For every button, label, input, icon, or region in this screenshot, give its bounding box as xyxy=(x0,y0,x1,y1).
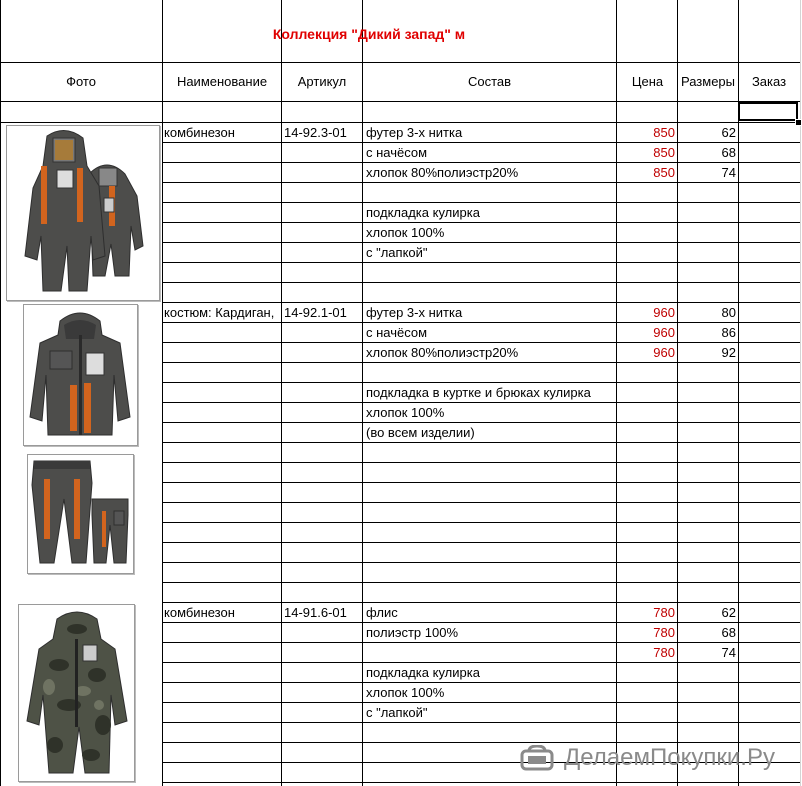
cell-size[interactable] xyxy=(678,383,736,403)
cell-price[interactable] xyxy=(617,423,675,443)
cell-size[interactable] xyxy=(678,283,736,303)
cell-composition[interactable] xyxy=(366,563,616,583)
cell-composition[interactable]: с "лапкой" xyxy=(366,245,428,260)
cell-composition[interactable]: хлопок 80%полиэстр20% xyxy=(366,345,519,360)
cell-article[interactable] xyxy=(284,263,362,283)
cell-size[interactable] xyxy=(678,543,736,563)
cell-article[interactable] xyxy=(284,703,362,723)
cell-article[interactable] xyxy=(284,723,362,743)
cell-name[interactable] xyxy=(164,143,281,163)
cell-price[interactable] xyxy=(617,203,675,223)
cell-composition[interactable] xyxy=(366,523,616,543)
cell-name[interactable] xyxy=(164,703,281,723)
cell-name[interactable] xyxy=(164,183,281,203)
cell-name[interactable] xyxy=(164,163,281,183)
column-divider xyxy=(362,0,363,786)
jumpsuit-illustration xyxy=(7,126,159,300)
selected-cell[interactable] xyxy=(738,102,798,121)
cell-size[interactable]: 68 xyxy=(721,145,736,160)
cell-price[interactable]: 960 xyxy=(653,305,675,320)
cell-price[interactable]: 850 xyxy=(653,125,675,140)
cell-name[interactable] xyxy=(164,343,281,363)
cell-composition[interactable]: хлопок 100% xyxy=(366,685,445,700)
cell-article[interactable] xyxy=(284,523,362,543)
cell-size[interactable] xyxy=(678,583,736,603)
cell-size[interactable] xyxy=(678,683,736,703)
cell-article[interactable] xyxy=(284,243,362,263)
watermark-text: ДелаемПокупки.Ру xyxy=(564,744,775,771)
cell-price[interactable] xyxy=(617,243,675,263)
cell-size[interactable] xyxy=(678,443,736,463)
row-divider xyxy=(0,101,800,102)
cell-price[interactable] xyxy=(617,403,675,423)
cell-article[interactable] xyxy=(284,583,362,603)
cell-composition[interactable]: футер 3-х нитка xyxy=(366,125,463,140)
cell-price[interactable] xyxy=(617,383,675,403)
cell-price[interactable]: 780 xyxy=(653,625,675,640)
cell-article[interactable] xyxy=(284,423,362,443)
jumpsuit-grey-orange-photo[interactable] xyxy=(6,125,160,301)
cell-article[interactable] xyxy=(284,623,362,643)
cell-size[interactable] xyxy=(678,663,736,683)
cell-composition[interactable]: хлопок 100% xyxy=(366,225,445,240)
cell-article[interactable] xyxy=(284,483,362,503)
cell-name[interactable] xyxy=(164,563,281,583)
cell-name[interactable] xyxy=(164,263,281,283)
cell-price[interactable] xyxy=(617,583,675,603)
cell-size[interactable] xyxy=(678,203,736,223)
cell-name[interactable] xyxy=(164,503,281,523)
cell-name[interactable] xyxy=(164,323,281,343)
cell-article[interactable] xyxy=(284,663,362,683)
cell-article[interactable] xyxy=(284,223,362,243)
cell-name[interactable]: костюм: Кардиган, xyxy=(164,305,275,320)
cell-name[interactable] xyxy=(164,523,281,543)
cell-article[interactable] xyxy=(284,343,362,363)
cell-name[interactable] xyxy=(164,223,281,243)
cell-article[interactable]: 14-92.3-01 xyxy=(284,125,347,140)
cell-composition[interactable] xyxy=(366,463,616,483)
cell-name[interactable] xyxy=(164,283,281,303)
cell-article[interactable] xyxy=(284,203,362,223)
cell-size[interactable]: 74 xyxy=(721,165,736,180)
jumpsuit-camo-photo[interactable] xyxy=(18,604,135,782)
cell-name[interactable] xyxy=(164,583,281,603)
cell-price[interactable] xyxy=(617,523,675,543)
cell-price[interactable]: 960 xyxy=(653,345,675,360)
cell-price[interactable] xyxy=(617,683,675,703)
cell-price[interactable] xyxy=(617,563,675,583)
cell-size[interactable] xyxy=(678,263,736,283)
cell-composition[interactable] xyxy=(366,643,616,663)
column-divider xyxy=(800,0,801,786)
cell-price[interactable] xyxy=(617,263,675,283)
cell-composition[interactable] xyxy=(366,443,616,463)
cell-composition[interactable]: с начёсом xyxy=(366,145,428,160)
cell-size[interactable]: 62 xyxy=(721,125,736,140)
cell-article[interactable]: 14-91.6-01 xyxy=(284,605,347,620)
cell-size[interactable] xyxy=(678,363,736,383)
cell-article[interactable] xyxy=(284,143,362,163)
cell-price[interactable] xyxy=(617,283,675,303)
cell-price[interactable] xyxy=(617,543,675,563)
cell-price[interactable] xyxy=(617,363,675,383)
cell-article[interactable] xyxy=(284,363,362,383)
cardigan-illustration xyxy=(24,305,137,445)
header-composition[interactable]: Состав xyxy=(467,74,512,89)
cell-name[interactable] xyxy=(164,383,281,403)
cell-composition[interactable] xyxy=(366,483,616,503)
cell-size[interactable]: 74 xyxy=(721,645,736,660)
cell-name[interactable] xyxy=(164,663,281,683)
cell-price[interactable]: 850 xyxy=(653,145,675,160)
cell-price[interactable] xyxy=(617,503,675,523)
cell-name[interactable] xyxy=(164,723,281,743)
pants-photo[interactable] xyxy=(27,454,134,574)
cell-size[interactable] xyxy=(678,243,736,263)
cell-composition[interactable] xyxy=(366,543,616,563)
shopping-bag-icon xyxy=(520,745,554,771)
cell-name[interactable] xyxy=(164,543,281,563)
column-divider xyxy=(281,0,282,786)
cell-composition[interactable] xyxy=(366,503,616,523)
cell-name[interactable] xyxy=(164,483,281,503)
cell-size[interactable] xyxy=(678,563,736,583)
pants-illustration xyxy=(28,455,133,573)
cell-composition[interactable]: подкладка кулирка xyxy=(366,205,480,220)
cell-name[interactable] xyxy=(164,463,281,483)
cell-size[interactable] xyxy=(678,523,736,543)
cell-article[interactable] xyxy=(284,743,362,763)
fill-handle[interactable] xyxy=(795,119,802,126)
cell-composition[interactable]: полиэстр 100% xyxy=(366,625,459,640)
watermark xyxy=(520,740,775,776)
cell-size[interactable]: 62 xyxy=(721,605,736,620)
cell-article[interactable] xyxy=(284,403,362,423)
cardigan-photo[interactable] xyxy=(23,304,138,446)
cell-composition[interactable]: флис xyxy=(366,605,398,620)
cell-composition[interactable] xyxy=(366,283,616,303)
cell-size[interactable] xyxy=(678,503,736,523)
cell-composition[interactable]: хлопок 100% xyxy=(366,405,445,420)
cell-article[interactable] xyxy=(284,563,362,583)
cell-article[interactable] xyxy=(284,183,362,203)
cell-size[interactable] xyxy=(678,403,736,423)
cell-composition[interactable] xyxy=(366,263,616,283)
cell-size[interactable]: 86 xyxy=(721,325,736,340)
cell-price[interactable] xyxy=(617,483,675,503)
cell-name[interactable] xyxy=(164,683,281,703)
cell-name[interactable] xyxy=(164,623,281,643)
cell-price[interactable]: 780 xyxy=(653,605,675,620)
cell-article[interactable] xyxy=(284,543,362,563)
cell-size[interactable]: 68 xyxy=(721,625,736,640)
header-order[interactable]: Заказ xyxy=(751,74,787,89)
cell-price[interactable]: 960 xyxy=(653,325,675,340)
column-divider xyxy=(0,0,1,786)
cell-composition[interactable]: подкладка кулирка xyxy=(366,665,480,680)
cell-name[interactable]: комбинезон xyxy=(164,125,235,140)
cell-price[interactable] xyxy=(617,463,675,483)
cell-size[interactable]: 80 xyxy=(721,305,736,320)
cell-composition[interactable]: футер 3-х нитка xyxy=(366,305,463,320)
cell-name[interactable]: комбинезон xyxy=(164,605,235,620)
cell-article[interactable] xyxy=(284,643,362,663)
header-article[interactable]: Артикул xyxy=(297,74,347,89)
cell-size[interactable] xyxy=(678,483,736,503)
cell-composition[interactable]: с "лапкой" xyxy=(366,705,428,720)
cell-name[interactable] xyxy=(164,363,281,383)
header-name[interactable]: Наименование xyxy=(176,74,268,89)
cell-price[interactable] xyxy=(617,183,675,203)
cell-article[interactable] xyxy=(284,283,362,303)
cell-article[interactable] xyxy=(284,683,362,703)
cell-size[interactable] xyxy=(678,223,736,243)
cell-price[interactable] xyxy=(617,223,675,243)
cell-composition[interactable]: с начёсом xyxy=(366,325,428,340)
cell-size[interactable] xyxy=(678,183,736,203)
header-photo[interactable]: Фото xyxy=(66,74,96,89)
cell-article[interactable] xyxy=(284,163,362,183)
cell-composition[interactable]: (во всем изделии) xyxy=(366,425,475,440)
cell-article[interactable] xyxy=(284,463,362,483)
cell-composition[interactable] xyxy=(366,363,616,383)
cell-name[interactable] xyxy=(164,643,281,663)
column-divider xyxy=(162,0,163,786)
cell-size[interactable]: 92 xyxy=(721,345,736,360)
camo-jumpsuit-illustration xyxy=(19,605,134,781)
cell-composition[interactable] xyxy=(366,583,616,603)
cell-name[interactable] xyxy=(164,763,281,783)
cell-article[interactable] xyxy=(284,503,362,523)
cell-article[interactable] xyxy=(284,443,362,463)
cell-price[interactable] xyxy=(617,443,675,463)
cell-name[interactable] xyxy=(164,423,281,443)
cell-composition[interactable] xyxy=(366,183,616,203)
cell-article[interactable]: 14-92.1-01 xyxy=(284,305,347,320)
cell-price[interactable]: 850 xyxy=(653,165,675,180)
cell-size[interactable] xyxy=(678,423,736,443)
cell-price[interactable]: 780 xyxy=(653,645,675,660)
cell-article[interactable] xyxy=(284,323,362,343)
cell-price[interactable] xyxy=(617,663,675,683)
cell-size[interactable] xyxy=(678,703,736,723)
header-price[interactable]: Цена xyxy=(631,74,664,89)
collection-title[interactable]: Коллекция "Дикий запад" м xyxy=(272,26,466,42)
cell-composition[interactable]: подкладка в куртке и брюках кулирка xyxy=(366,385,591,400)
cell-name[interactable] xyxy=(164,743,281,763)
cell-composition[interactable]: хлопок 80%полиэстр20% xyxy=(366,165,519,180)
header-sizes[interactable]: Размеры xyxy=(680,74,736,89)
cell-price[interactable] xyxy=(617,703,675,723)
cell-article[interactable] xyxy=(284,383,362,403)
cell-name[interactable] xyxy=(164,403,281,423)
cell-name[interactable] xyxy=(164,203,281,223)
cell-size[interactable] xyxy=(678,463,736,483)
cell-name[interactable] xyxy=(164,243,281,263)
cell-article[interactable] xyxy=(284,763,362,783)
cell-name[interactable] xyxy=(164,443,281,463)
